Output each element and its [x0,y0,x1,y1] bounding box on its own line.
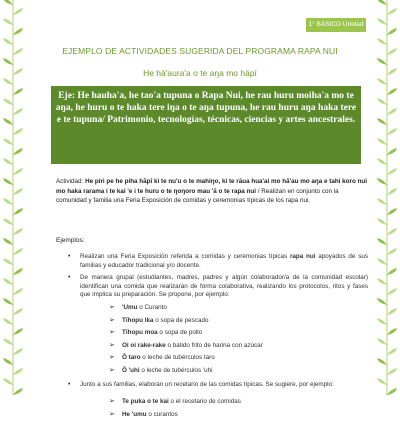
leaf-ornament [13,328,23,335]
leaf-ornament [387,188,397,195]
arrow-bullet-icon: ➢ [109,341,115,349]
bullet-icon: • [68,253,71,260]
example-paragraph-1: • Realizan una Feria Exposición referida a comidas y ceremonias típicas rapa nui apoyados de sus familias y educador tradicional y/o docente. [68,253,368,269]
list-item: ➢ Ō taro o leche de tubérculos taro [109,352,263,365]
leaf-ornament [377,338,387,345]
bullet-icon: • [68,381,71,388]
leaf-ornament [377,98,387,105]
leaf-ornament [387,328,397,335]
leaf-ornament [13,88,23,95]
leaf-ornament [13,128,23,135]
leaf-ornament [3,238,13,245]
leaf-ornament [377,118,387,125]
leaf-ornament [387,148,397,155]
leaf-ornament [13,288,23,295]
foods-list [109,302,263,378]
leaf-ornament [377,318,387,325]
right-decorative-border [374,0,400,400]
arrow-bullet-icon: ➢ [109,329,115,337]
leaf-ornament [387,308,397,315]
leaf-ornament [387,28,397,35]
leaf-ornament [387,388,397,395]
leaf-ornament [387,128,397,135]
leaf-ornament [3,138,13,145]
list-item: ➢ 'Umu o Curanto [109,302,263,315]
leaf-ornament [13,68,23,75]
arrow-bullet-icon: ➢ [109,398,115,405]
leaf-ornament [3,18,13,25]
leaf-ornament [3,58,13,65]
leaf-ornament [3,318,13,325]
leaf-ornament [3,38,13,45]
example-paragraph-3: • Junto a sus familias, elaboran un recetario de las comidas típicas. Se sugiere, por ejemplo: [68,381,334,388]
leaf-ornament [377,58,387,65]
leaf-ornament [387,88,397,95]
list-item: ➢ Oi oi rake-rake o batido frito de harina con azúcar [109,340,263,353]
leaf-ornament [3,98,13,105]
leaf-ornament [3,338,13,345]
leaf-ornament [13,188,23,195]
activity-description [56,177,371,206]
activity-spanish-text: / Realizan en conjunto con la comunidad y familia una Feria Exposición de comidas y ceremonias típicas de los rapa nui. [56,187,339,204]
leaf-ornament [377,238,387,245]
leaf-ornament [13,248,23,255]
arrow-bullet-icon: ➢ [109,366,115,374]
leaf-ornament [387,8,397,15]
leaf-ornament [13,28,23,35]
leaf-ornament [377,378,387,385]
leaf-ornament [3,298,13,305]
leaf-ornament [377,0,387,5]
bullet-icon: • [68,274,71,281]
leaf-ornament [3,358,13,365]
eje-banner: Eje: He hauha'a, he tao'a tupuna o Rapa Nui, he rau huru moiha'a mo te aŋa, he huru o te haka tere iŋa o te aŋa tupuna, he rau huru aŋa haka tere e te tupuna/ Patrimonio, tecnologías, técnicas, ciencias y artes ancestrales. [51,86,361,164]
arrow-bullet-icon: ➢ [109,316,115,324]
leaf-ornament [377,138,387,145]
leaf-ornament [377,38,387,45]
leaf-ornament [387,68,397,75]
activity-label: Actividad: [56,178,84,185]
leaf-ornament [387,348,397,355]
leaf-ornament [13,8,23,15]
page-subtitle: He hā'aura'a o te aŋa mo hāpī [143,68,257,78]
leaf-ornament [3,78,13,85]
leaf-ornament [377,278,387,285]
example-paragraph-2: • De manera grupal (estudiantes, madres, padres y algún colaborador/a de la comunidad escolar) identifican una comida que realizarán de forma colaborativa, realizando los protocolos, ritos y fases que implica su preparación. Se propone, por ejemplo: [68,274,368,299]
leaf-ornament [377,158,387,165]
leaf-ornament [377,178,387,185]
leaf-ornament [13,208,23,215]
program-title: EJEMPLO DE ACTIVIDADES SUGERIDA DEL PROGRAMA RAPA NUI [62,46,338,56]
leaf-ornament [387,208,397,215]
leaf-ornament [13,168,23,175]
list-item: ➢ Ō 'uhi o leche de tubérculos 'uhi [109,365,263,378]
leaf-ornament [13,348,23,355]
arrow-bullet-icon: ➢ [109,410,115,418]
list-item: ➢ Tīhopu lka o sopa de pescado [109,315,263,328]
leaf-ornament [377,18,387,25]
list-item: ➢ Tīhopu moa o sopa de pollo [109,327,263,340]
leaf-ornament [387,368,397,375]
leaf-ornament [377,258,387,265]
leaf-ornament [13,48,23,55]
leaf-ornament [3,198,13,205]
arrow-bullet-icon: ➢ [109,304,115,311]
leaf-ornament [377,218,387,225]
leaf-ornament [377,78,387,85]
leaf-ornament [3,278,13,285]
arrow-bullet-icon: ➢ [109,354,115,362]
activity-rapanui-text: He piri pe he piha hāpī ki te nu'u o te mahiŋo, ki te rāua hua'ai mo hā'au mo aŋa e tahi koro nui mo haka rarama i te kai 'e i te huru o te ŋoŋoro mau 'ā o te rapa nui [56,178,368,195]
examples-heading: Ejemplos: [56,237,85,244]
leaf-ornament [13,368,23,375]
leaf-ornament [387,268,397,275]
leaf-ornament [387,288,397,295]
leaf-ornament [387,248,397,255]
leaf-ornament [387,168,397,175]
list-item: ➢ He 'umu o curantos [109,409,241,421]
leaf-ornament [3,0,13,5]
leaf-ornament [3,178,13,185]
leaf-ornament [13,388,23,395]
leaf-ornament [13,308,23,315]
leaf-ornament [13,148,23,155]
leaf-ornament [13,228,23,235]
leaf-ornament [387,108,397,115]
leaf-ornament [3,158,13,165]
leaf-ornament [377,198,387,205]
leaf-ornament [3,118,13,125]
leaf-ornament [387,228,397,235]
leaf-ornament [377,298,387,305]
grade-unit-badge: 1° BÁSICO Unidad 3 [306,18,366,32]
leaf-ornament [377,358,387,365]
list-item: ➢ Te puka o te kai o el recetario de comidas [109,396,241,409]
leaf-ornament [3,258,13,265]
leaf-ornament [3,378,13,385]
leaf-ornament [13,268,23,275]
leaf-ornament [387,48,397,55]
leaf-ornament [13,108,23,115]
left-decorative-border [0,0,26,400]
leaf-ornament [3,218,13,225]
